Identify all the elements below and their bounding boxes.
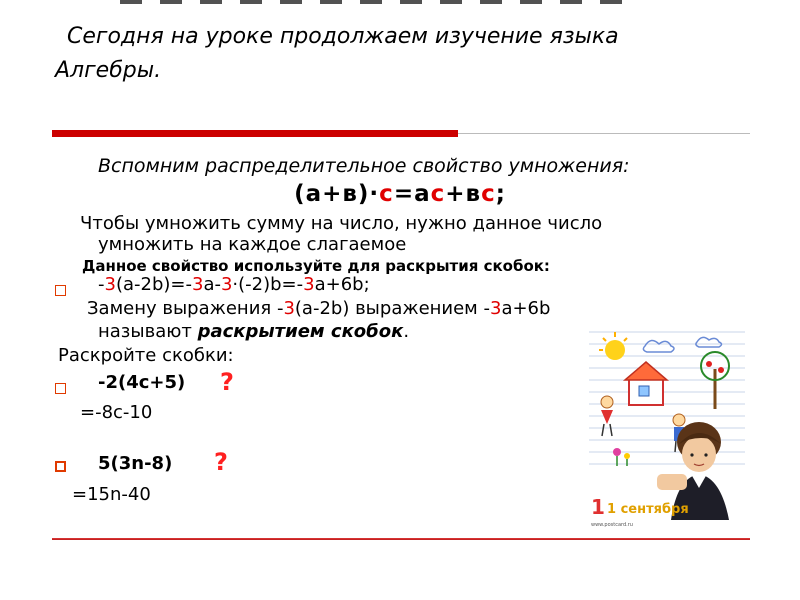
divider-bottom <box>52 539 750 540</box>
rule-line-1: Чтобы умножить сумму на число, нужно данное число <box>80 213 603 234</box>
rule-text <box>80 213 680 255</box>
called-term: раскрытием скобок <box>197 321 404 342</box>
bullet-icon <box>55 461 66 472</box>
called-line <box>98 321 409 342</box>
called-suffix: . <box>403 321 410 342</box>
cut-off-title <box>0 0 800 10</box>
example-red: 3 <box>191 274 204 295</box>
intro-text <box>55 20 675 88</box>
formula-part: +в <box>445 181 482 207</box>
replace-part: а+6b <box>501 298 551 319</box>
replace-part: Замену выражения - <box>87 298 284 319</box>
rule-line-2: умножить на каждое слагаемое <box>98 234 407 255</box>
formula-c: с <box>430 181 446 207</box>
distributive-formula <box>0 181 800 207</box>
formula-part: (а+в)· <box>294 181 380 207</box>
svg-text:1: 1 <box>591 495 605 519</box>
bullet-icon <box>55 285 66 296</box>
caption-url: www.postcard.ru <box>591 522 633 528</box>
intro-line-1: Сегодня на уроке продолжаем изучение языка <box>67 24 619 49</box>
example-part: (а-2b)=- <box>115 274 192 295</box>
example-red: 3 <box>303 274 315 295</box>
replace-line <box>87 298 550 319</box>
task-1: -2(4с+5) <box>98 372 186 393</box>
formula-c: с <box>379 181 394 207</box>
task-1-question: ? <box>220 368 234 396</box>
replace-part: (а-2b) выражением - <box>294 298 490 319</box>
task-title: Раскройте скобки: <box>58 345 234 366</box>
answer-1: =-8с-10 <box>80 402 153 423</box>
example-line <box>98 274 370 295</box>
replace-red: 3 <box>489 298 502 319</box>
school-illustration <box>587 324 747 530</box>
task-2: 5(3n-8) <box>98 453 173 474</box>
example-part: - <box>98 274 105 295</box>
formula-part: ; <box>495 181 506 207</box>
replace-red: 3 <box>283 298 295 319</box>
called-prefix: называют <box>98 321 198 342</box>
divider-top <box>52 133 750 134</box>
example-red: 3 <box>220 274 233 295</box>
recall-heading: Вспомним распределительное свойство умножения: <box>98 155 630 177</box>
example-part: ·(-2)b=- <box>232 274 304 295</box>
example-part: a+6b; <box>314 274 370 295</box>
example-red: 3 <box>104 274 116 295</box>
hint-text: Данное свойство используйте для раскрытия скобок: <box>82 257 550 275</box>
answer-2: =15n-40 <box>72 484 151 505</box>
intro-line-2: Алгебры. <box>55 58 162 83</box>
formula-part: =а <box>393 181 431 207</box>
drawing-icon <box>587 324 747 530</box>
bullet-icon <box>55 383 66 394</box>
caption-text: 1 сентября <box>607 502 689 517</box>
example-part: a- <box>203 274 221 295</box>
formula-c: с <box>481 181 496 207</box>
task-2-question: ? <box>214 448 228 476</box>
